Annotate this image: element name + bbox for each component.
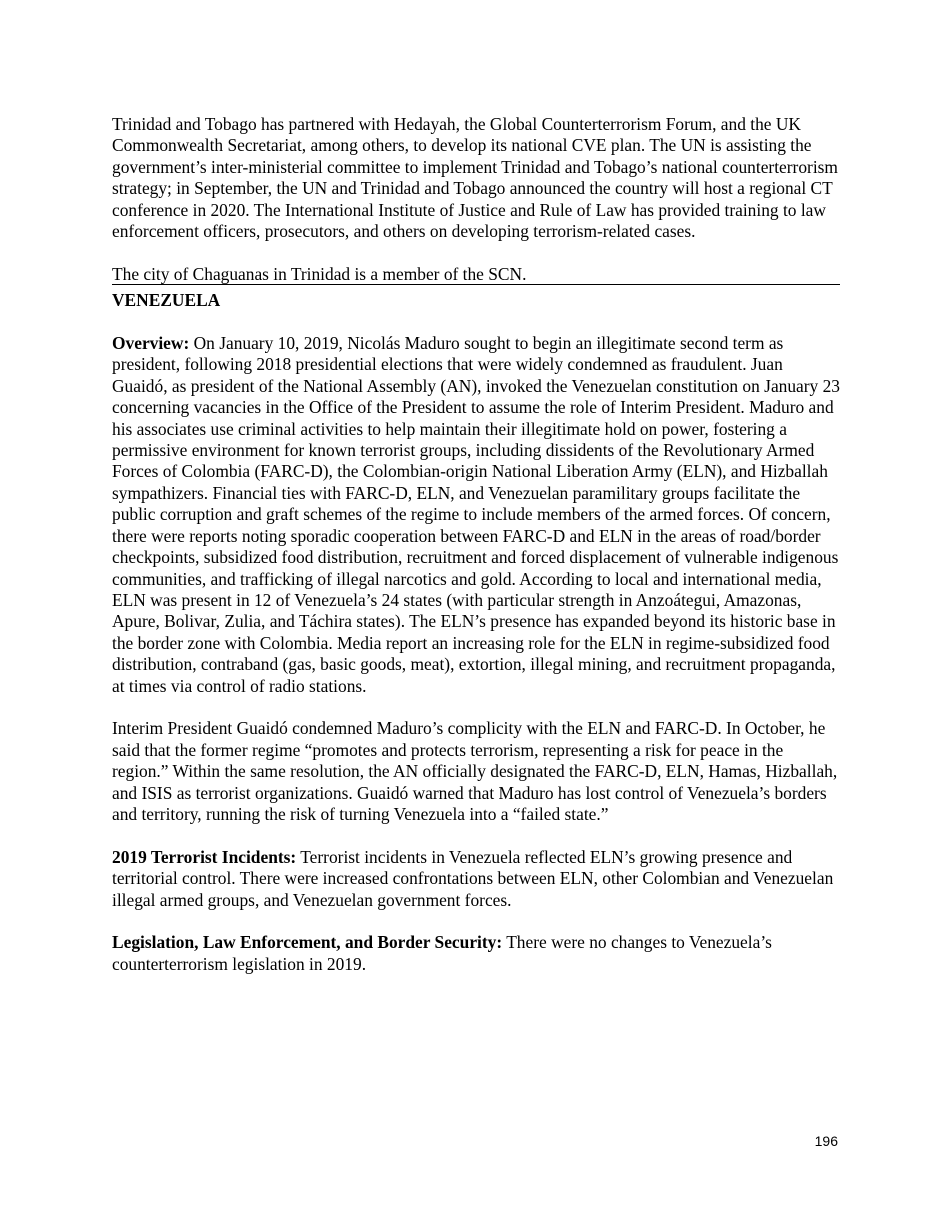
overview-paragraph [112,333,840,697]
incidents-text: Terrorist incidents in Venezuela reflected ELN’s growing presence and territorial control. There were increased confrontations between ELN, other Colombian and Venezuelan illegal armed groups, and Venezuelan government forces. [112,846,834,910]
overview-text: On January 10, 2019, Nicolás Maduro sought to begin an illegitimate second term as president, following 2018 presidential elections that were widely condemned as fraudulent. Juan Guaidó, as president of the National Assembly (AN), invoked the Venezuelan constitution on January 23 concerning vacancies in the Office of the President to assume the role of Interim President. Maduro and his associates use criminal activities to help maintain their illegitimate hold on power, fostering a permissive environment for known terrorist groups, including dissidents of the Revolutionary Armed Forces of Colombia (FARC-D), the Colombian-origin National Liberation Army (ELN), and Hizballah sympathizers. Financial ties with FARC-D, ELN, and Venezuelan paramilitary groups facilitate the public corruption and graft schemes of the regime to include members of the armed forces. Of concern, there were reports noting sporadic cooperation between FARC-D and ELN in the areas of road/border checkpoints, subsidized food distribution, recruitment and forced displacement of vulnerable indigenous communities, and trafficking of illegal narcotics and gold. According to local and international media, ELN was present in 12 of Venezuela’s 24 states (with particular strength in Anzoátegui, Amazonas, Apure, Bolivar, Zulia, and Táchira states). The ELN’s presence has expanded beyond its historic base in the border zone with Colombia. Media report an increasing role for the ELN in regime-subsidized food distribution, contraband (gas, basic goods, meat), extortion, illegal mining, and recruitment propaganda, at times via control of radio stations. [112,333,840,696]
incidents-paragraph [112,847,840,911]
page-number: 196 [814,1133,838,1149]
incidents-label: 2019 Terrorist Incidents: [112,846,297,867]
overview-label: Overview: [112,333,190,354]
interim-president-paragraph: Interim President Guaidó condemned Maduro’s complicity with the ELN and FARC-D. In October, he said that the former regime “promotes and protects terrorism, representing a risk for peace in the region.” Within the same resolution, the AN officially designated the FARC-D, ELN, Hamas, Hizballah, and ISIS as terrorist organizations. Guaidó warned that Maduro has lost control of Venezuela’s borders and territory, running the risk of turning Venezuela into a “failed state.” [112,718,838,824]
document-body [112,114,840,997]
section-heading: VENEZUELA [112,290,221,311]
chaguanas-paragraph: The city of Chaguanas in Trinidad is a member of the SCN. [112,263,527,284]
legislation-paragraph [112,932,840,975]
legislation-text: There were no changes to Venezuela’s counterterrorism legislation in 2019. [112,932,772,974]
trinidad-partnership-paragraph: Trinidad and Tobago has partnered with Hedayah, the Global Counterterrorism Forum, and the UK Commonwealth Secretariat, among others, to develop its national CVE plan. The UN is assisting the government’s inter-ministerial committee to implement Trinidad and Tobago’s national counterterrorism strategy; in September, the UN and Trinidad and Tobago announced the country will host a regional CT conference in 2020. The International Institute of Justice and Rule of Law has provided training to law enforcement officers, prosecutors, and others on developing terrorism-related cases. [112,114,838,242]
legislation-label: Legislation, Law Enforcement, and Border Security: [112,932,503,953]
